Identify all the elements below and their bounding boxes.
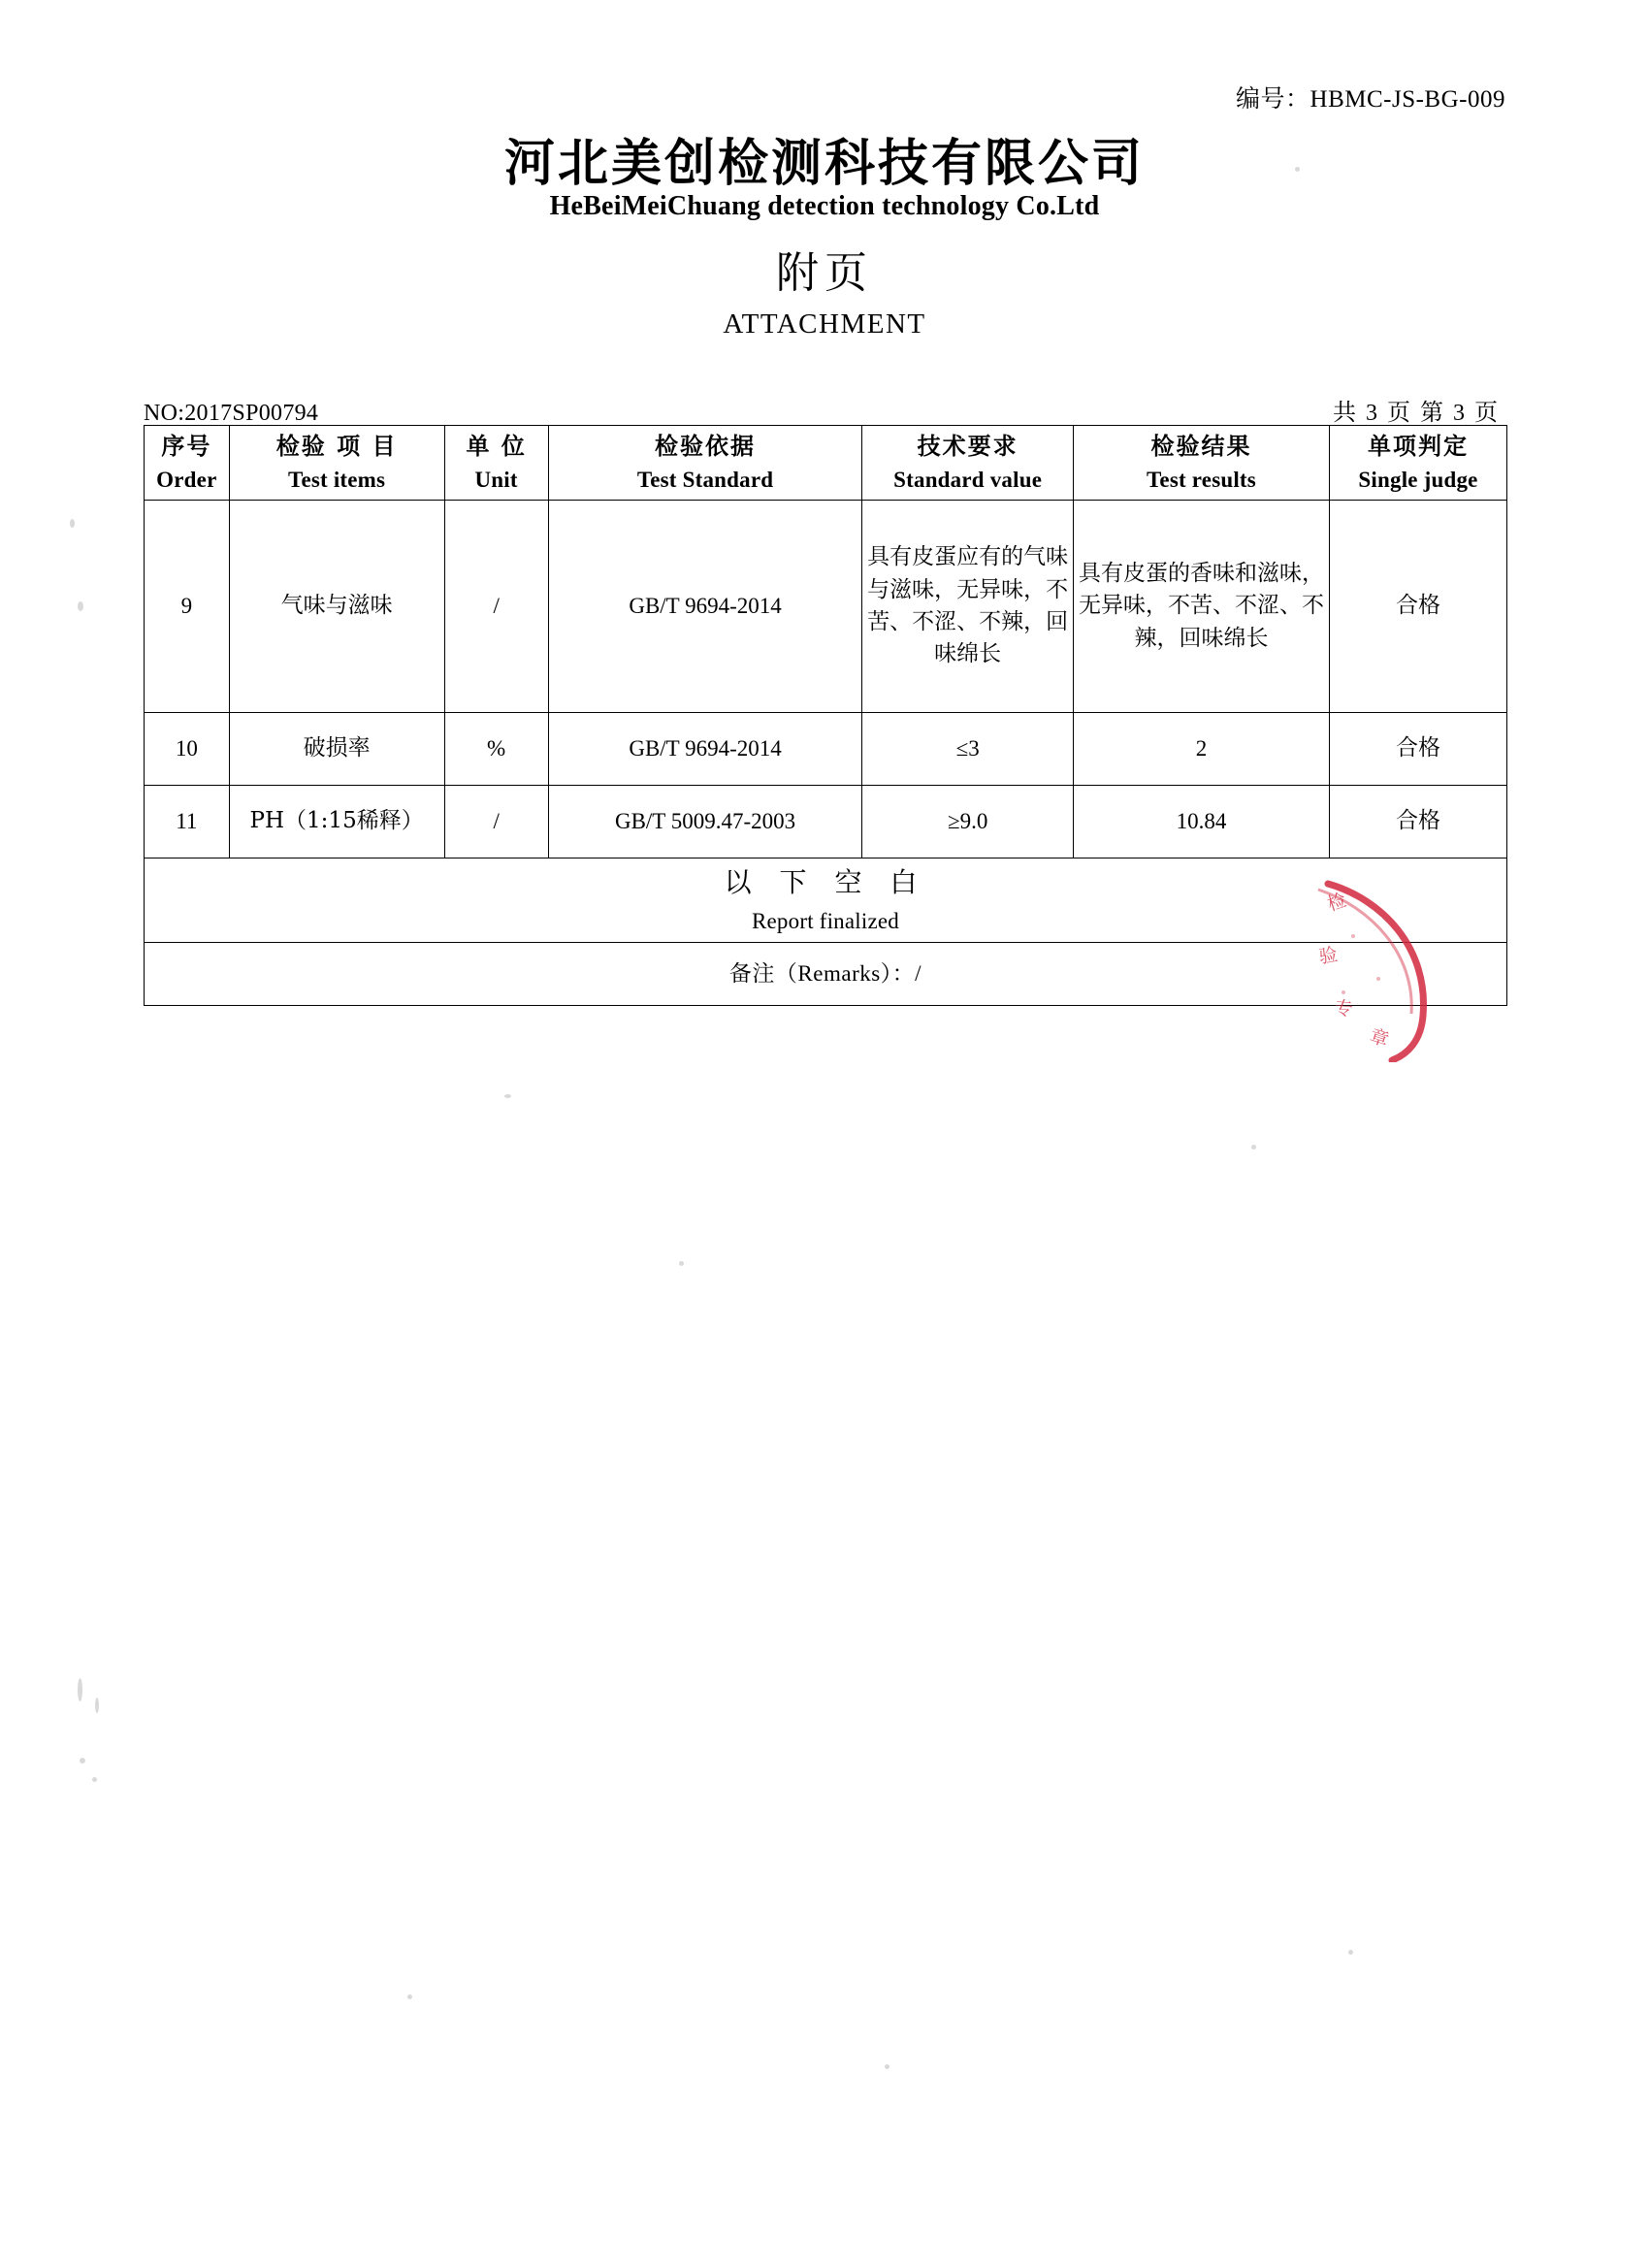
cell-test-item: PH（1:15稀释） [229,786,444,859]
cell-test-standard: GB/T 9694-2014 [548,501,862,713]
cell-single-judge: 合格 [1330,501,1507,713]
page-counter: 共 3 页 第 3 页 [1333,401,1500,426]
results-table-wrapper [144,425,1507,1006]
header-test-results [1073,426,1329,501]
page-title-cn: 附页 [776,248,873,298]
cell-single-judge: 合格 [1330,713,1507,786]
scan-speck [679,1261,684,1266]
cell-unit: % [444,713,548,786]
cell-standard-value: ≥9.0 [862,786,1074,859]
table-row [145,713,1507,786]
header-order-en: Order [156,467,217,492]
header-test-items-cn: 检验 项 目 [275,432,398,460]
scan-speck [80,1758,85,1764]
header-single-judge [1330,426,1507,501]
scan-speck [885,2064,889,2069]
header-test-standard-en: Test Standard [636,467,774,492]
cell-test-result: 10.84 [1073,786,1329,859]
cell-test-standard: GB/T 5009.47-2003 [548,786,862,859]
header-unit-en: Unit [474,467,518,492]
results-table [144,425,1507,1006]
cell-test-item: 破损率 [229,713,444,786]
table-row [145,786,1507,859]
header-order [145,426,230,501]
header-unit-cn: 单 位 [466,432,527,460]
svg-text:检: 检 [1324,889,1349,916]
header-single-judge-cn: 单项判定 [1368,432,1470,460]
header-test-results-en: Test results [1147,467,1256,492]
remarks-row [145,943,1507,1006]
cell-unit: / [444,786,548,859]
report-meta-row [144,393,1505,427]
scan-speck [1348,1950,1353,1955]
scan-speck [407,1994,412,1999]
header-standard-value-en: Standard value [893,467,1043,492]
header-test-standard [548,426,862,501]
header-test-standard-cn: 检验依据 [655,432,757,460]
scan-speck [1251,1145,1256,1150]
svg-text:验: 验 [1317,943,1340,968]
table-row [145,501,1507,713]
cell-order: 9 [145,501,230,713]
header-standard-value-cn: 技术要求 [917,432,1018,460]
cell-test-result: 2 [1073,713,1329,786]
blank-notice-en: Report finalized [751,908,899,933]
scan-speck [95,1698,99,1713]
header-single-judge-en: Single judge [1358,467,1478,492]
blank-notice-cn: 以 下 空 白 [724,866,927,899]
header-order-cn: 序号 [161,432,212,460]
cell-unit: / [444,501,548,713]
report-number: NO:2017SP00794 [144,401,319,426]
header-unit [444,426,548,501]
cell-standard-value: 具有皮蛋应有的气味与滋味，无异味，不苦、不涩、不辣，回味绵长 [862,501,1074,713]
scan-speck [92,1777,97,1782]
table-header-row [145,426,1507,501]
scan-speck [78,601,83,611]
scan-speck [504,1094,511,1098]
cell-test-item: 气味与滋味 [229,501,444,713]
scan-speck [70,519,75,528]
remarks-cell: 备注（Remarks）：/ [145,943,1507,1006]
header-test-items-en: Test items [288,467,386,492]
page-title-en: ATTACHMENT [723,308,926,340]
cell-order: 10 [145,713,230,786]
cell-single-judge: 合格 [1330,786,1507,859]
scan-speck [78,1678,82,1701]
company-name-cn: 河北美创检测科技有限公司 [503,134,1145,193]
cell-standard-value: ≤3 [862,713,1074,786]
cell-test-result: 具有皮蛋的香味和滋味，无异味，不苦、不涩、不辣，回味绵长 [1073,501,1329,713]
cell-test-standard: GB/T 9694-2014 [548,713,862,786]
blank-notice-cell [145,859,1507,943]
document-code: 编号：HBMC-JS-BG-009 [1236,86,1505,113]
header-test-items [229,426,444,501]
header-standard-value [862,426,1074,501]
cell-order: 11 [145,786,230,859]
svg-text:专: 专 [1333,997,1354,1021]
svg-text:章: 章 [1367,1024,1392,1052]
header-test-results-cn: 检验结果 [1150,432,1252,460]
company-name-en: HeBeiMeiChuang detection technology Co.Ltd [549,191,1100,221]
blank-notice-row [145,859,1507,943]
